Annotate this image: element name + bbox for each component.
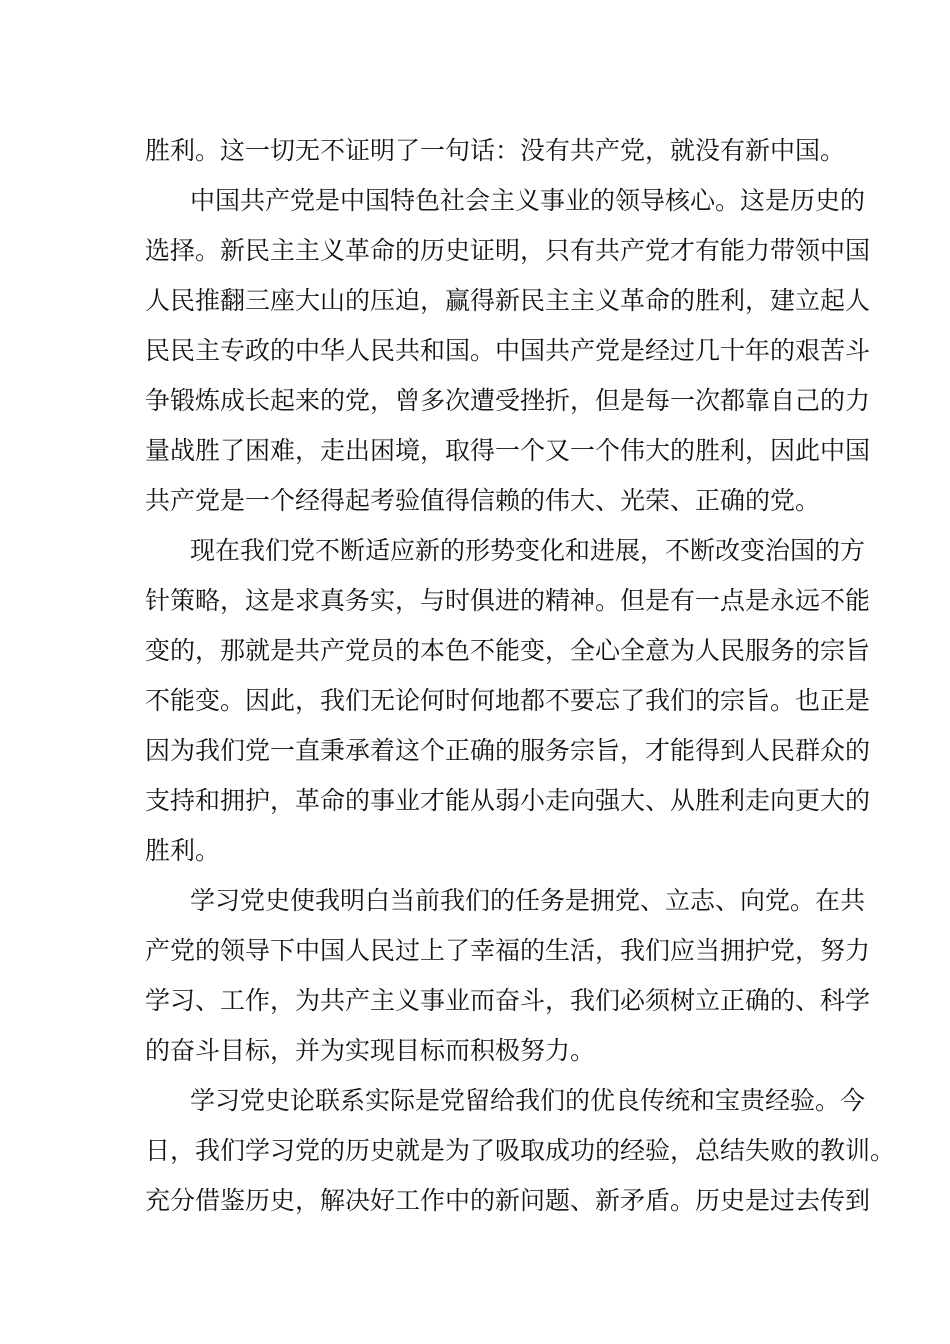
text-line: 日，我们学习党的历史就是为了吸取成功的经验，总结失败的教训。 [145,1136,896,1165]
text-line: 民民主专政的中华人民共和国。中国共产党是经过几十年的艰苦斗 [145,336,871,365]
text-line: 学习、工作，为共产主义事业而奋斗，我们必须树立正确的、科学 [145,986,871,1015]
text-line: 不能变。因此，我们无论何时何地都不要忘了我们的宗旨。也正是 [145,686,871,715]
paragraph-first-line: 现在我们党不断适应新的形势变化和进展，不断改变治国的方 [190,536,866,565]
text-line: 争锻炼成长起来的党，曾多次遭受挫折，但是每一次都靠自己的力 [145,386,871,415]
text-line: 胜利。 [145,836,221,865]
text-line: 针策略，这是求真务实，与时俱进的精神。但是有一点是永远不能 [145,586,871,615]
text-line: 产党的领导下中国人民过上了幸福的生活，我们应当拥护党，努力 [145,936,871,965]
text-line: 人民推翻三座大山的压迫，赢得新民主主义革命的胜利，建立起人 [145,286,871,315]
text-line: 支持和拥护，革命的事业才能从弱小走向强大、从胜利走向更大的 [145,786,871,815]
text-line: 量战胜了困难，走出困境，取得一个又一个伟大的胜利，因此中国 [145,436,871,465]
paragraph-first-line: 学习党史使我明白当前我们的任务是拥党、立志、向党。在共 [190,886,866,915]
text-line: 共产党是一个经得起考验值得信赖的伟大、光荣、正确的党。 [145,486,821,515]
text-line: 的奋斗目标，并为实现目标而积极努力。 [145,1036,596,1065]
text-line: 充分借鉴历史，解决好工作中的新问题、新矛盾。历史是过去传到 [145,1186,871,1215]
text-line: 选择。新民主主义革命的历史证明，只有共产党才有能力带领中国 [145,236,871,265]
text-line: 胜利。这一切无不证明了一句话：没有共产党，就没有新中国。 [145,136,846,165]
paragraph-first-line: 中国共产党是中国特色社会主义事业的领导核心。这是历史的 [190,186,866,215]
text-line: 因为我们党一直秉承着这个正确的服务宗旨，才能得到人民群众的 [145,736,871,765]
text-line: 变的，那就是共产党员的本色不能变，全心全意为人民服务的宗旨 [145,636,871,665]
paragraph-first-line: 学习党史论联系实际是党留给我们的优良传统和宝贵经验。今 [190,1086,866,1115]
